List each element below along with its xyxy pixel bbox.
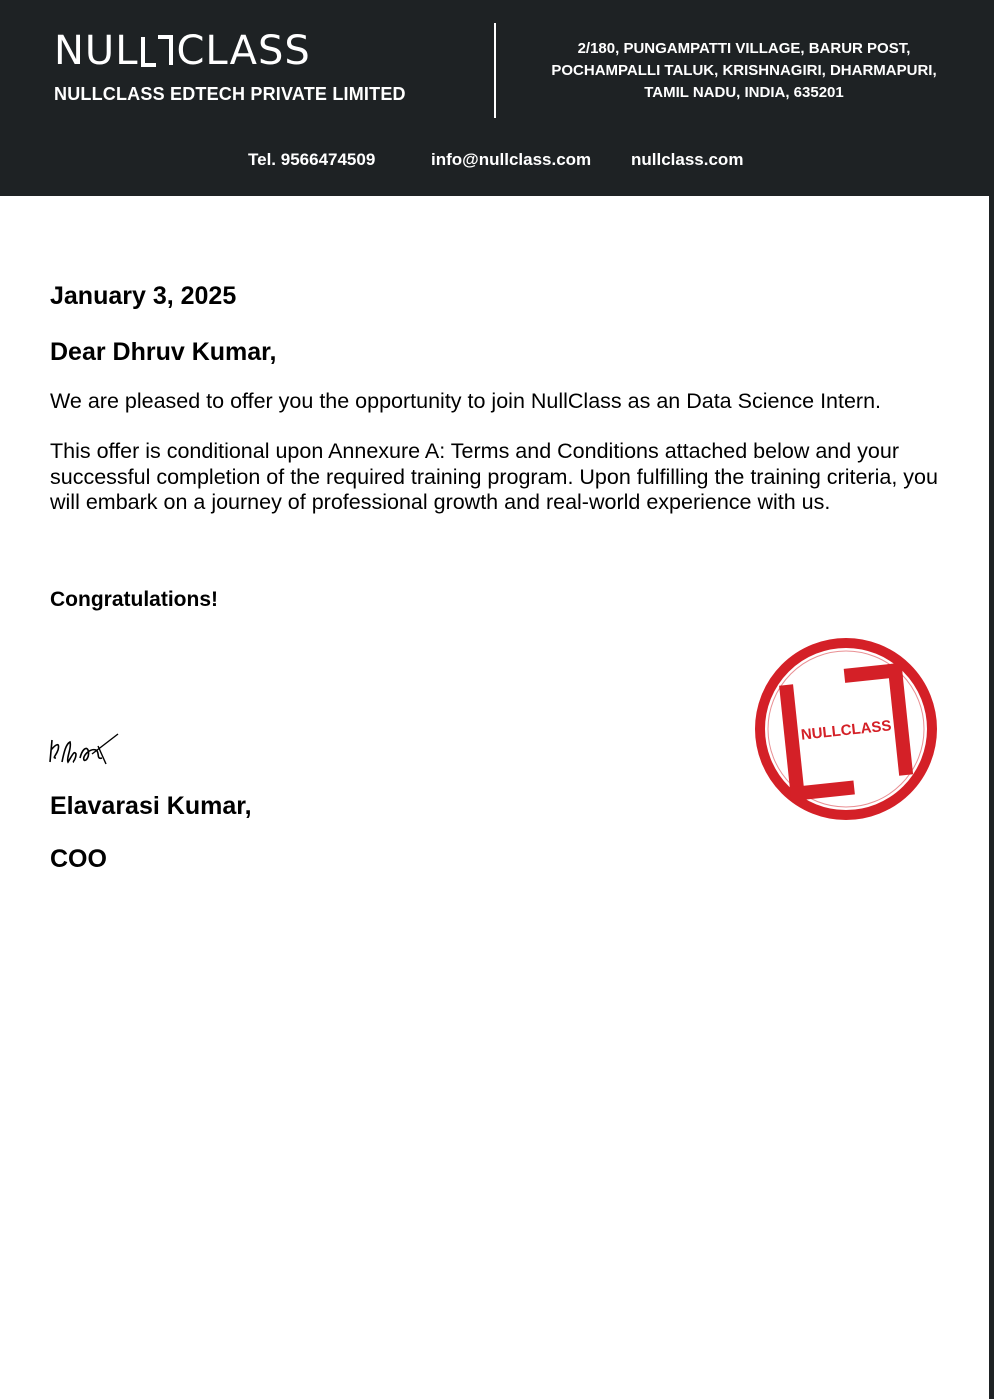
salutation: Dear Dhruv Kumar,	[50, 338, 277, 366]
company-logo	[54, 28, 311, 74]
address-line: 2/180, PUNGAMPATTI VILLAGE, BARUR POST,	[577, 40, 911, 57]
phone-number[interactable]: Tel. 9566474509	[248, 150, 376, 169]
closing-text: Congratulations!	[50, 588, 218, 611]
page-edge	[989, 0, 994, 1399]
website-link[interactable]: nullclass.com	[631, 150, 744, 169]
seal-text: NULLCLASS	[800, 717, 893, 744]
contact-bar	[0, 150, 994, 174]
signer-name: Elavarasi Kumar,	[50, 792, 252, 820]
header-divider	[494, 23, 496, 118]
address-line: TAMIL NADU, INDIA, 635201	[644, 84, 844, 101]
conditions-paragraph: This offer is conditional upon Annexure A: Terms and Conditions attached below and your successful completion of the required training program. Upon fulfilling the training criteria, you will embark on a journey of professional growth and real-world experience with us.	[50, 439, 938, 514]
logo-text-left: NUL	[54, 28, 139, 74]
offer-paragraph: We are pleased to offer you the opportunity to join NullClass as an Data Science Intern.	[50, 389, 882, 413]
address-line: POCHAMPALLI TALUK, KRISHNAGIRI, DHARMAPURI,	[551, 62, 937, 79]
logo-text-right: CLASS	[176, 28, 311, 74]
company-seal	[750, 633, 942, 825]
company-name: NULLCLASS EDTECH PRIVATE LIMITED	[54, 84, 406, 104]
signer-title: COO	[50, 845, 107, 873]
email-link[interactable]: info@nullclass.com	[431, 150, 592, 169]
signature-icon	[46, 728, 124, 770]
company-address	[520, 38, 968, 104]
logo-mark-icon	[140, 34, 174, 68]
letter-date: January 3, 2025	[50, 282, 237, 310]
letterhead	[0, 0, 994, 196]
